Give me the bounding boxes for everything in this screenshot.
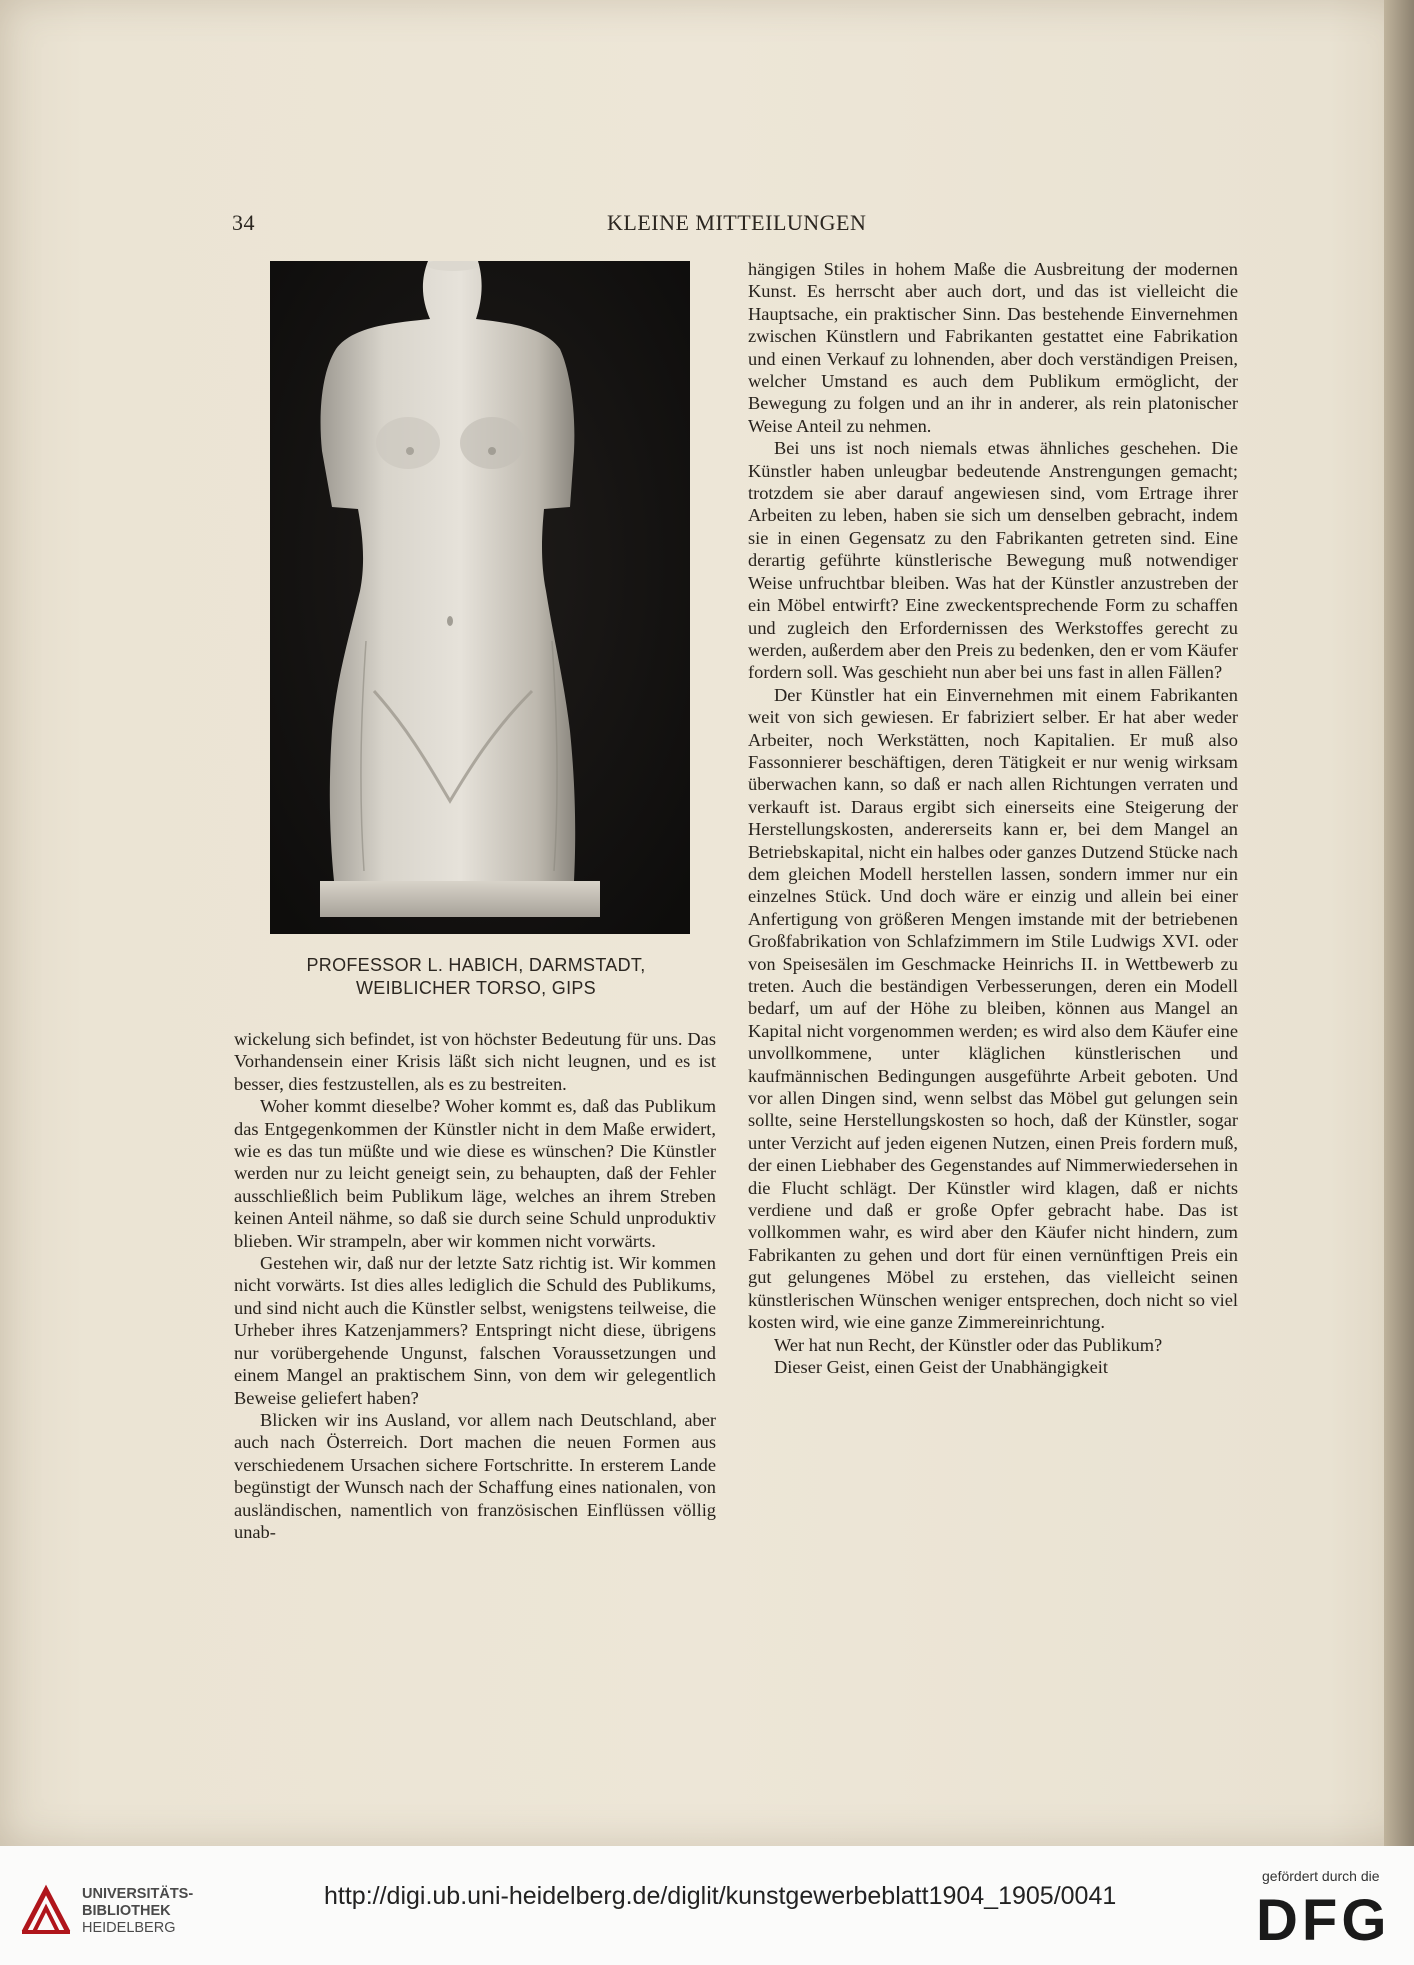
paragraph: Dieser Geist, einen Geist der Unabhängigkeit [774, 1356, 1108, 1377]
caption-line-2: WEIBLICHER TORSO, GIPS [356, 978, 596, 998]
torso-sculpture-image [270, 261, 690, 934]
left-text-column [234, 1028, 716, 1543]
funded-by-label: gefördert durch die [1262, 1868, 1380, 1884]
figure-caption [236, 954, 716, 1000]
library-line-2: BIBLIOTHEK [82, 1903, 171, 1919]
paragraph: wickelung sich befindet, ist von höchster Bedeutung für uns. Das Vorhandensein einer Krisis läßt sich nicht leugnen, und es ist besser, dies festzustellen, als es zu bestreiten. [234, 1029, 716, 1094]
paragraph: Gestehen wir, daß nur der letzte Satz richtig ist. Wir kommen nicht vorwärts. Ist dies alles lediglich die Schuld des Publikums, und sind nicht auch die Künstler selbst, wenigstens teilweise, die Urheber ihres Katzenjammers? Entspringt nicht diese, übrigens nur vorübergehende Ungunst, falschen Voraussetzungen und einem Mangel an praktischem Sinn, von dem wir gelegentlich Beweise geliefert haben? [234, 1253, 716, 1408]
paragraph: Woher kommt dieselbe? Woher kommt es, daß das Publikum das Entgegenkommen der Künstler nicht in dem Maße erwidert, wie es das tun müßte und wie diese es wünschen? Die Künstler werden nur zu leicht geneigt sein, zu behaupten, daß der Fehler ausschließlich beim Publikum läge, welches an ihrem Streben keinen Anteil nähme, so daß sie durch seine Schuld unproduktiv blieben. Wir strampeln, aber wir kommen nicht vorwärts. [234, 1096, 716, 1251]
permalink-url[interactable]: http://digi.ub.uni-heidelberg.de/diglit/kunstgewerbeblatt1904_1905/0041 [324, 1882, 1117, 1910]
right-text-column [748, 258, 1238, 1378]
page-edge [1384, 0, 1414, 1846]
university-library-logo-icon [18, 1882, 74, 1938]
page-number: 34 [232, 210, 255, 235]
digitization-footer [0, 1846, 1414, 1965]
running-head: KLEINE MITTEILUNGEN [607, 210, 867, 235]
library-line-3: HEIDELBERG [82, 1920, 176, 1936]
caption-line-1: PROFESSOR L. HABICH, DARMSTADT, [306, 955, 646, 975]
paragraph: Wer hat nun Recht, der Künstler oder das Publikum? [774, 1334, 1163, 1355]
library-line-1: UNIVERSITÄTS- [82, 1886, 194, 1902]
paragraph: hängigen Stiles in hohem Maße die Ausbreitung der modernen Kunst. Es herrscht aber auch dort, und das ist vielleicht die Hauptsache, ein praktischer Sinn. Das bestehende Einvernehmen zwischen Künstlern und Fabrikanten gestattet eine Fabrikation und einen Verkauf zu lohnenden, aber doch verständigen Preisen, welcher Umstand es auch dem Publikum ermöglicht, der Bewegung zu folgen und an ihr in anderer, als rein platonischer Weise Anteil zu nehmen. [748, 259, 1238, 436]
paragraph: Bei uns ist noch niemals etwas ähnliches geschehen. Die Künstler haben unleugbar bedeutende Anstrengungen gemacht; trotzdem sie aber darauf angewiesen sind, vom Ertrage ihrer Arbeiten zu leben, haben sie sich um denselben gebracht, indem sie in einen Gegensatz zu den Fabrikanten getreten sind. Eine derartig geführte künstlerische Bewegung muß notwendiger Weise unfruchtbar bleiben. Was hat der Künstler anzustreben der ein Möbel entwirft? Eine zweckentsprechende Form zu schaffen und zugleich den Erfordernissen des Werkstoffes gerecht zu werden, außerdem aber den Preis zu bedenken, den er vom Käufer fordern soll. Was geschieht nun aber bei uns fast in allen Fällen? [748, 438, 1238, 683]
plinth [320, 881, 600, 917]
torso-photograph [270, 261, 690, 934]
dfg-logo: DFG [1256, 1888, 1391, 1953]
paragraph: Der Künstler hat ein Einvernehmen mit einem Fabrikanten weit von sich gewiesen. Er fabriziert selber. Er hat aber weder Arbeiter, noch Werkstätten, noch Kapitalien. Er muß also Fassonnierer beschäftigen, deren Tätigkeit er nur wenig wirksam überwachen kann, so daß er nach allen Richtungen verraten und verkauft ist. Daraus ergibt sich einerseits eine Steigerung der Herstellungskosten, andererseits kann er, bei dem Mangel an Betriebskapital, nicht ein halbes oder ganzes Dutzend Stücke nach dem gleichen Modell herstellen lassen, sondern immer nur ein einzelnes Stück. Und doch wäre er einzig und allein bei einer Anfertigung von größeren Mengen imstande mit der betriebenen Großfabrikation von Schlafzimmern im Stile Ludwigs XVI. oder von Speisesälen im Geschmacke Heinrichs II. in Wettbewerb zu treten. Auch die beständigen Verbesserungen, deren ein Modell bedarf, um auf der Höhe zu bleiben, können aus Mangel an Kapital nicht vorgenommen werden; es wird also dem Käufer eine unvollkommene, unter kläglichen künstlerischen und kaufmännischen Bedingungen ausgeführte Arbeit geboten. Und vor allen Dingen sind, wenn selbst das Möbel gut gelungen sein sollte, seine Herstellungskosten so hoch, daß der Künstler, sogar unter Verzicht auf jeden eigenen Nutzen, einen Preis fordern muß, der einen Liebhaber des Gegenstandes auf Nimmerwiedersehen in die Flucht schlägt. Der Künstler wird klagen, daß er nichts verdiene und daß er große Opfer gebracht habe. Das ist vollkommen wahr, es wird aber den Käufer nicht hindern, zum Fabrikanten zu gehen und dort für einen vernünftigen Preis ein gut gelungenes Möbel zu erstehen, das vielleicht seinen künstlerischen Wünschen weniger entsprechen, doch nicht so viel kosten wird, wie eine ganze Zimmereinrichtung. [748, 684, 1238, 1333]
paragraph: Blicken wir ins Ausland, vor allem nach Deutschland, aber auch nach Österreich. Dort machen die neuen Formen aus verschiedenem Ursachen sichere Fortschritte. In ersterem Lande begünstigt der Wunsch nach der Schaffung eines nationalen, von ausländischen, namentlich von französischen Einflüssen völlig unab- [234, 1409, 716, 1542]
library-name [82, 1886, 193, 1937]
